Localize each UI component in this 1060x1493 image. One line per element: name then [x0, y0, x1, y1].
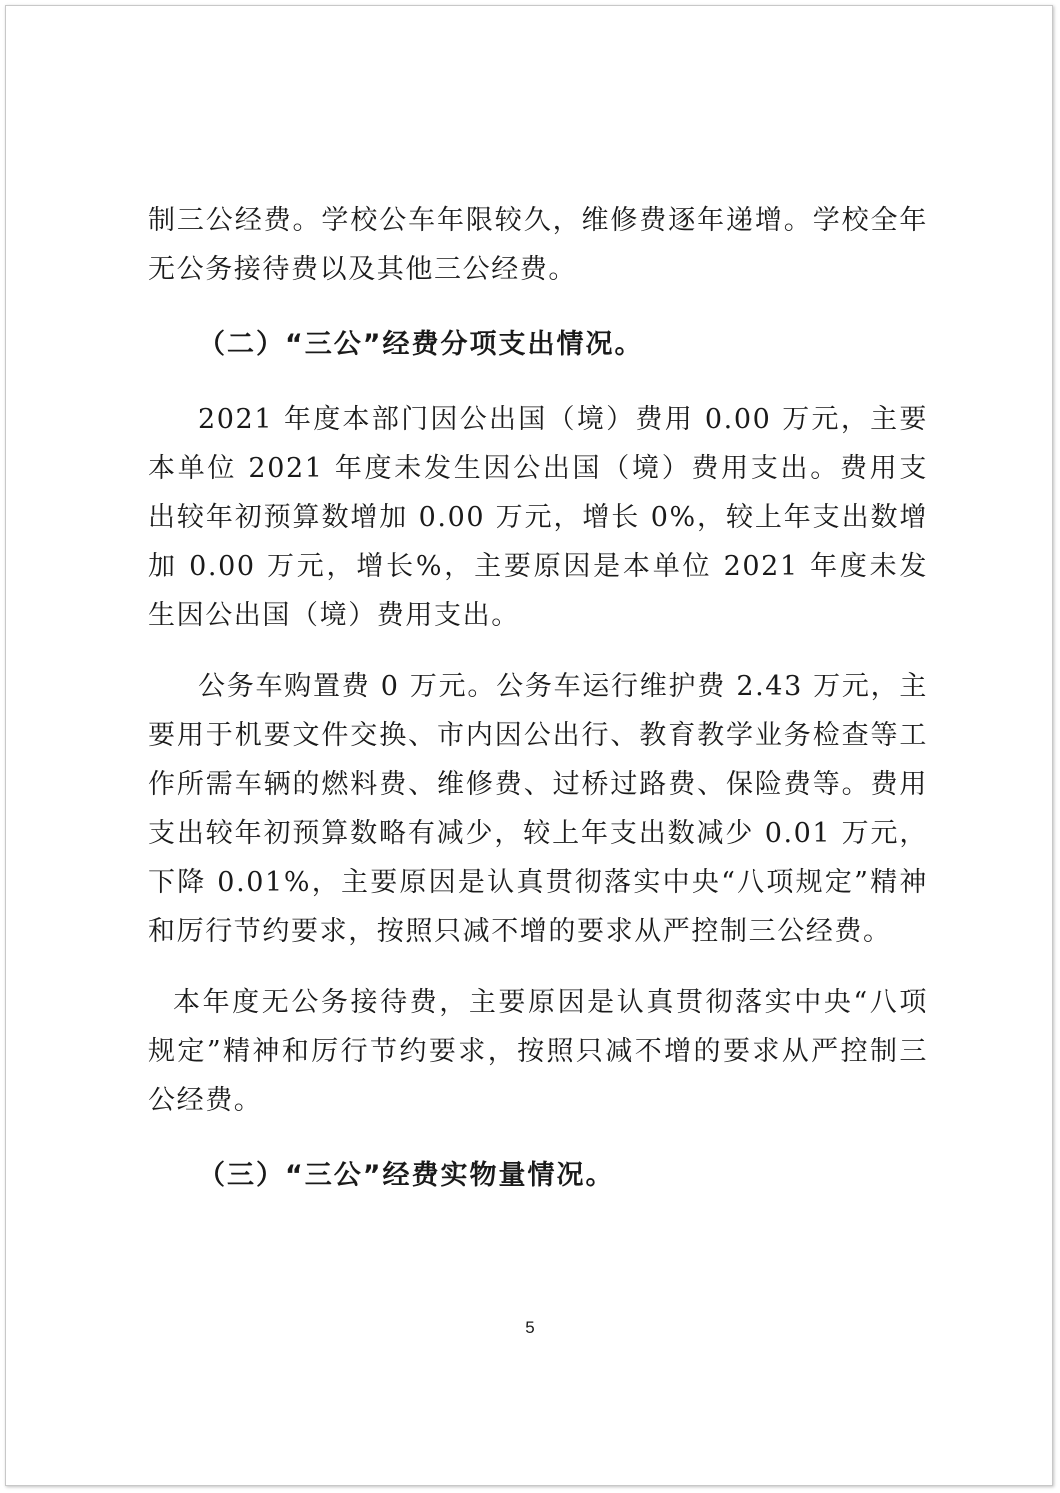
paragraph-reception-expense: 本年度无公务接待费，主要原因是认真贯彻落实中央“八项规定”精神和厉行节约要求，按照只减不增的要求从严控制三公经费。 — [148, 987, 928, 1116]
section-heading-3: （三）“三公”经费实物量情况。 — [198, 1160, 615, 1191]
document-body — [148, 196, 928, 1200]
paragraph-vehicle-expense: 公务车购置费 0 万元。公务车运行维护费 2.43 万元，主要用于机要文件交换、市内因公出行、教育教学业务检查等工作所需车辆的燃料费、维修费、过桥过路费、保险费等。费用支出较年初预算数略有减少，较上年支出数减少 0.01 万元，下降 0.01%，主要原因是认真贯彻落实中央“八项规定”精神和厉行节约要求，按照只减不增的要求从严控制三公经费。 — [148, 671, 928, 947]
paragraph-continued: 制三公经费。学校公车年限较久，维修费逐年递增。学校全年无公务接待费以及其他三公经费。 — [148, 205, 928, 285]
page-number: 5 — [525, 1318, 535, 1337]
section-heading-2: （二）“三公”经费分项支出情况。 — [198, 329, 644, 360]
paragraph-overseas-expense: 2021 年度本部门因公出国（境）费用 0.00 万元，主要本单位 2021 年度未发生因公出国（境）费用支出。费用支出较年初预算数增加 0.00 万元，增长 0%，较上年支出数增加 0.00 万元，增长%，主要原因是本单位 2021 年度未发生因公出国（境）费用支出。 — [148, 404, 928, 631]
